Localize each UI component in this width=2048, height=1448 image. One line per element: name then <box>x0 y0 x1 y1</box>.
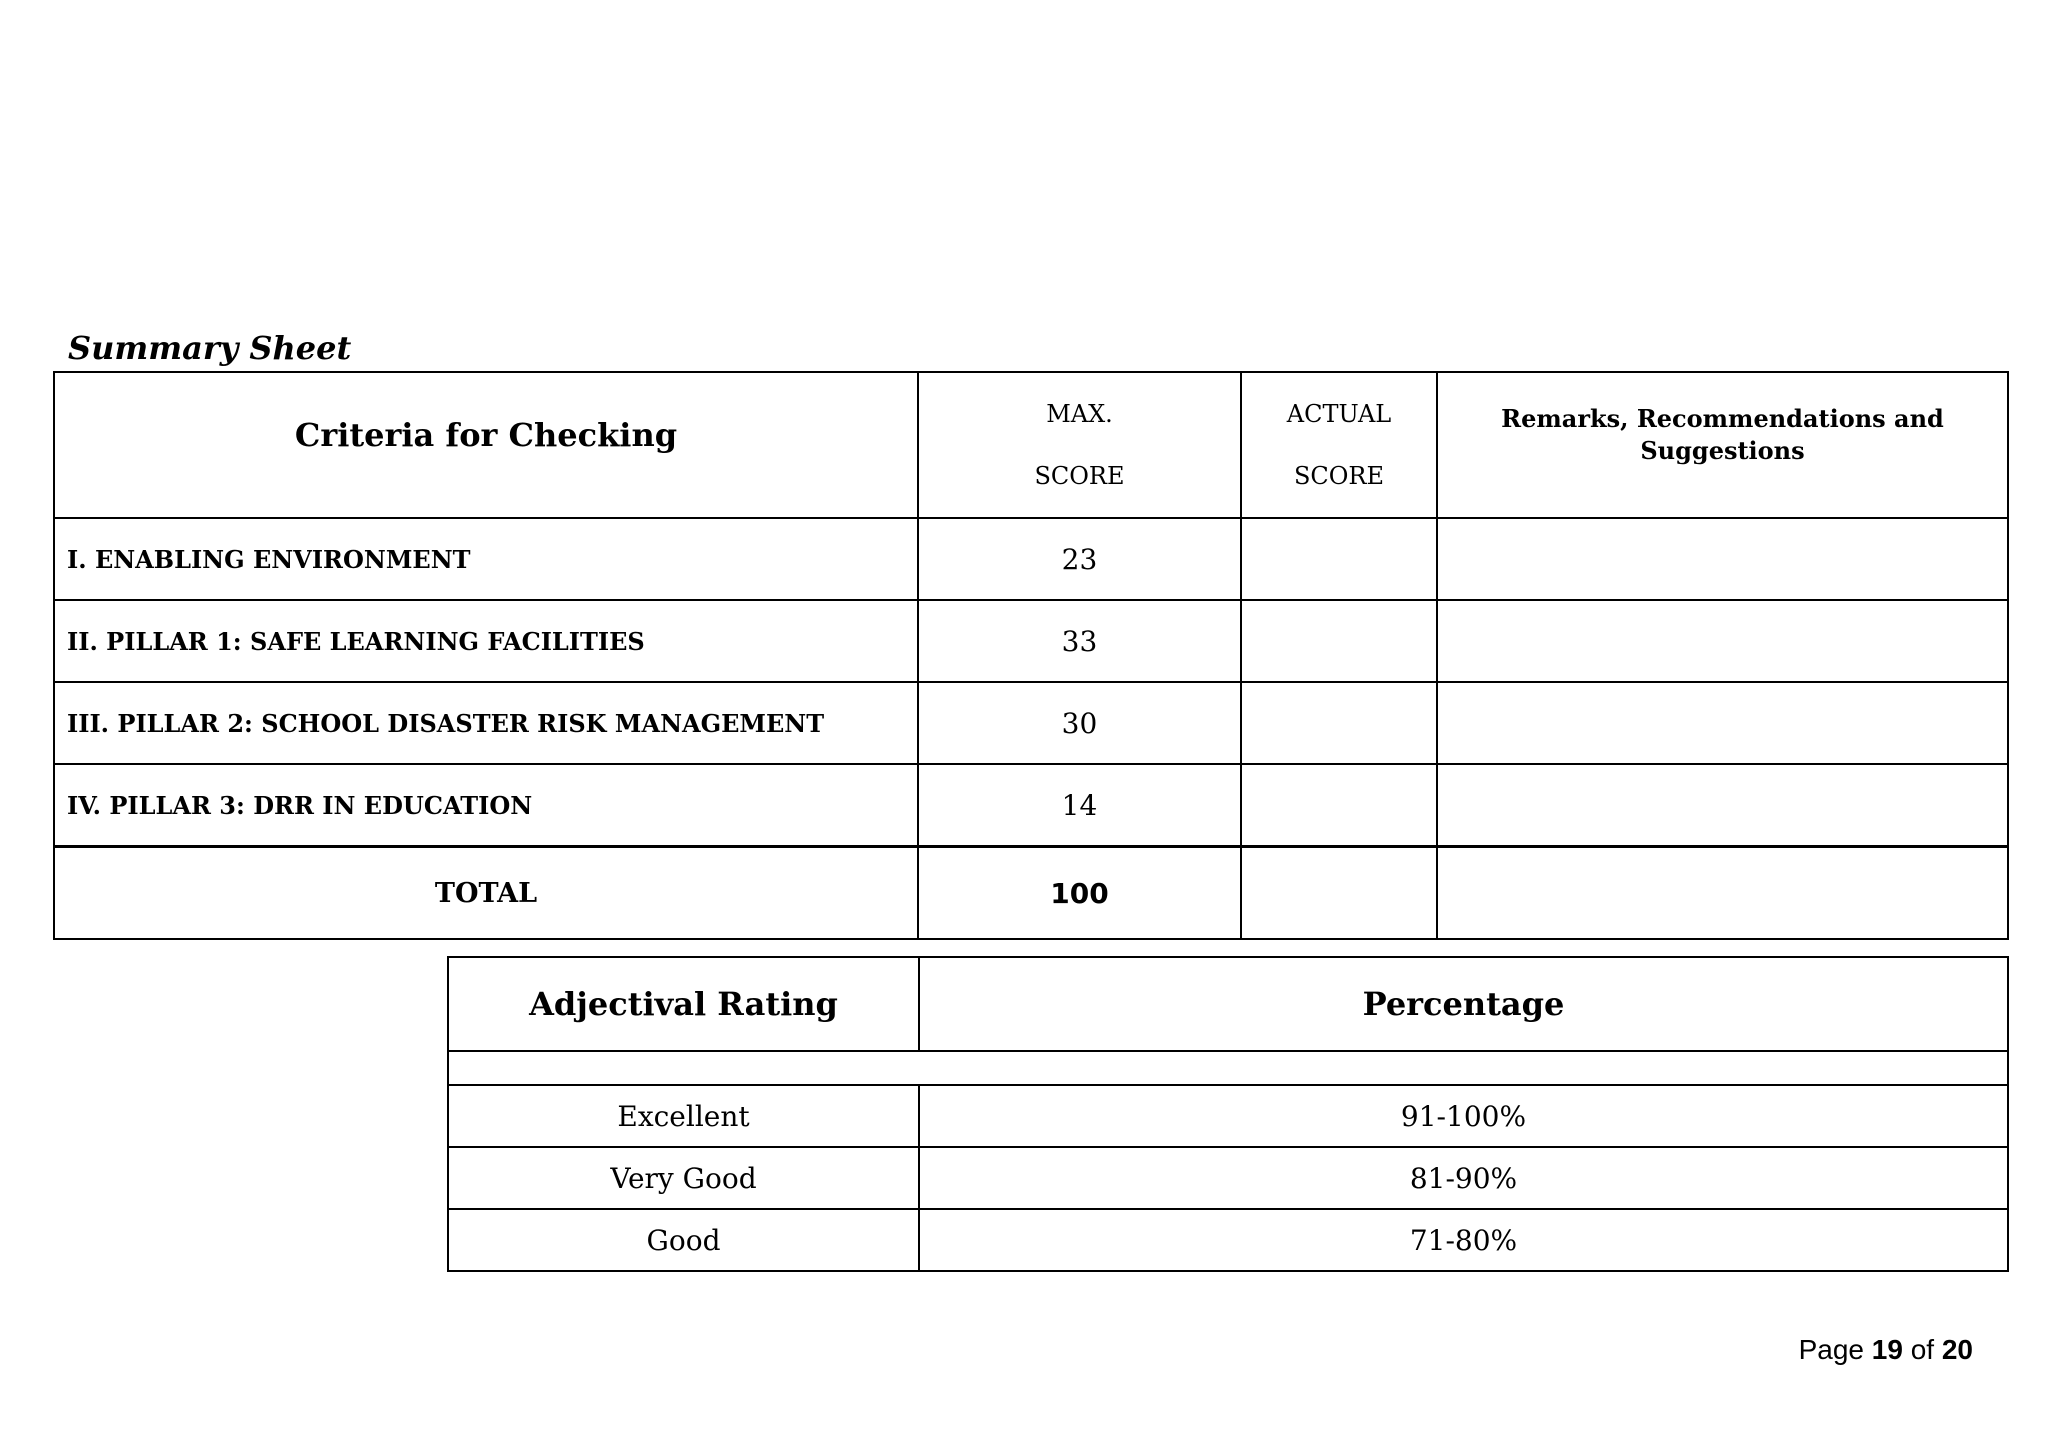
rating-spacer-row <box>448 1051 2008 1085</box>
total-actual-score-cell[interactable] <box>1241 847 1437 940</box>
percentage-cell: 81-90% <box>919 1147 2008 1209</box>
summary-table <box>53 371 2009 940</box>
table-row <box>54 600 2008 682</box>
max-score-header <box>918 372 1241 518</box>
max-score-cell: 33 <box>918 600 1241 682</box>
actual-score-header-line2: SCORE <box>1293 462 1385 490</box>
max-score-cell: 30 <box>918 682 1241 764</box>
actual-score-cell[interactable] <box>1241 682 1437 764</box>
max-score-header-line2: SCORE <box>1034 462 1125 490</box>
table-row <box>448 1209 2008 1271</box>
actual-score-cell[interactable] <box>1241 600 1437 682</box>
rating-header-row <box>448 957 2008 1051</box>
percentage-cell: 71-80% <box>919 1209 2008 1271</box>
table-row <box>54 764 2008 847</box>
remarks-header: Remarks, Recommendations and Suggestions <box>1437 372 2008 518</box>
criteria-cell: I. ENABLING ENVIRONMENT <box>54 518 918 600</box>
criteria-cell: IV. PILLAR 3: DRR IN EDUCATION <box>54 764 918 847</box>
percentage-header: Percentage <box>919 957 2008 1051</box>
percentage-cell: 91-100% <box>919 1085 2008 1147</box>
total-label: TOTAL <box>54 847 918 940</box>
page-number <box>1799 1332 1973 1368</box>
remarks-cell[interactable] <box>1437 600 2008 682</box>
table-row <box>54 518 2008 600</box>
criteria-header: Criteria for Checking <box>54 372 918 518</box>
rating-cell: Very Good <box>448 1147 919 1209</box>
page-separator: of <box>1910 1334 1935 1365</box>
table-row <box>54 682 2008 764</box>
actual-score-cell[interactable] <box>1241 764 1437 847</box>
remarks-cell[interactable] <box>1437 518 2008 600</box>
total-row <box>54 847 2008 940</box>
actual-score-cell[interactable] <box>1241 518 1437 600</box>
total-remarks-cell[interactable] <box>1437 847 2008 940</box>
remarks-cell[interactable] <box>1437 764 2008 847</box>
rating-cell: Excellent <box>448 1085 919 1147</box>
summary-header-row <box>54 372 2008 518</box>
page-prefix: Page <box>1798 1334 1864 1365</box>
remarks-cell[interactable] <box>1437 682 2008 764</box>
rating-cell: Good <box>448 1209 919 1271</box>
actual-score-header <box>1241 372 1437 518</box>
criteria-cell: III. PILLAR 2: SCHOOL DISASTER RISK MANAGEMENT <box>54 682 918 764</box>
table-row <box>448 1085 2008 1147</box>
rating-table <box>447 956 2009 1272</box>
criteria-cell: II. PILLAR 1: SAFE LEARNING FACILITIES <box>54 600 918 682</box>
max-score-header-line1: MAX. <box>1046 400 1113 428</box>
max-score-cell: 23 <box>918 518 1241 600</box>
adjectival-rating-header: Adjectival Rating <box>448 957 919 1051</box>
actual-score-header-line1: ACTUAL <box>1286 400 1392 428</box>
page-total: 20 <box>1941 1334 1973 1365</box>
page-current: 19 <box>1871 1334 1903 1365</box>
table-row <box>448 1147 2008 1209</box>
max-score-cell: 14 <box>918 764 1241 847</box>
summary-sheet-title: Summary Sheet <box>68 329 352 367</box>
total-max-score: 100 <box>918 847 1241 940</box>
rating-spacer-cell <box>448 1051 2008 1085</box>
